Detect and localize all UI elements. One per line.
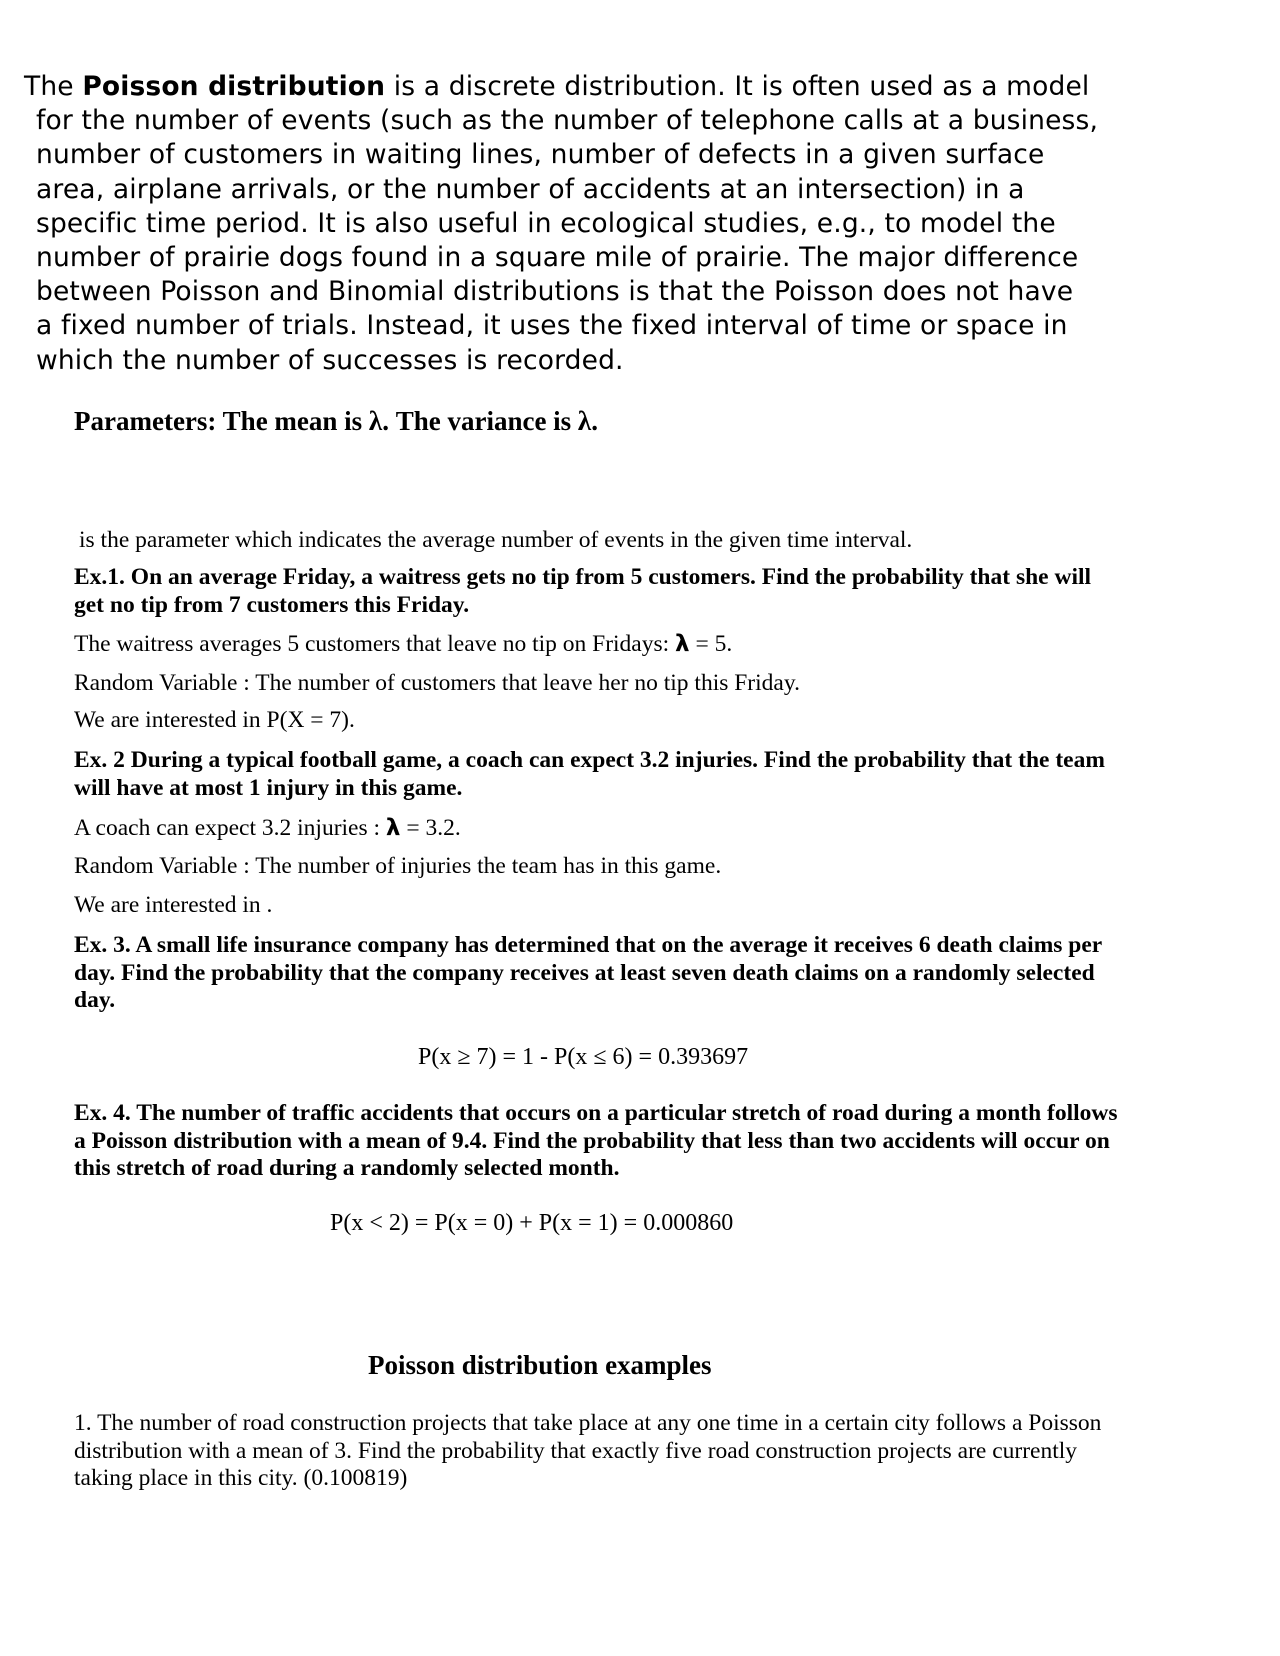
ex2-lambda-line: A coach can expect 3.2 injuries : λ = 3.2. <box>74 815 461 841</box>
intro-line: which the number of successes is recorded. <box>36 344 624 376</box>
ex2-interest: We are interested in . <box>74 892 273 918</box>
ex1-question: Ex.1. On an average Friday, a waitress gets no tip from 5 customers. Find the probability that she will get no tip from 7 customers this Friday. <box>74 564 1092 618</box>
ex2-question: Ex. 2 During a typical football game, a coach can expect 3.2 injuries. Find the probability that the team will have at most 1 injury in this game. <box>74 747 1105 801</box>
intro-line: number of prairie dogs found in a square mile of prairie. The major difference <box>36 242 1079 274</box>
examples-item-1: 1. The number of road construction projects that take place at any one time in a certain city follows a Poisson distribution with a mean of 3. Find the probability that exactly five road construction projects are currently taking place in this city. (0.100819) <box>74 1410 1102 1491</box>
intro-line: between Poisson and Binomial distributions is that the Poisson does not have <box>36 276 1074 308</box>
intro-line-1: The Poisson distribution is a discrete distribution. It is often used as a model <box>24 71 1090 102</box>
ex4-question: Ex. 4. The number of traffic accidents that occurs on a particular stretch of road during a month follows a Poisson distribution with a mean of 9.4. Find the probability that less than two accidents will occur on this stretch of road during a randomly selected month. <box>74 1100 1118 1181</box>
poisson-term: Poisson distribution <box>82 71 386 102</box>
ex1-random-variable: Random Variable : The number of customers that leave her no tip this Friday. <box>74 670 800 696</box>
ex3-formula: P(x ≥ 7) = 1 - P(x ≤ 6) = 0.393697 <box>418 1044 749 1070</box>
ex1-interest: We are interested in P(X = 7). <box>74 707 355 733</box>
intro-line: number of customers in waiting lines, number of defects in a given surface <box>36 139 1045 171</box>
parameters-text: : The mean is λ. The variance is λ. <box>207 406 598 436</box>
ex2-random-variable: Random Variable : The number of injuries the team has in this game. <box>74 853 722 879</box>
ex3-question: Ex. 3. A small life insurance company has determined that on the average it receives 6 death claims per day. Find the probability that the company receives at least seven death claims on a randomly selected day. <box>74 932 1103 1013</box>
intro-line: for the number of events (such as the number of telephone calls at a business, <box>36 105 1099 137</box>
examples-heading: Poisson distribution examples <box>368 1350 712 1380</box>
parameters-label: Parameters <box>74 406 208 436</box>
intro-line: a fixed number of trials. Instead, it uses the fixed interval of time or space in <box>36 310 1068 342</box>
ex4-formula: P(x < 2) = P(x = 0) + P(x = 1) = 0.000860 <box>330 1210 734 1236</box>
parameters-line <box>74 406 598 437</box>
intro-line: specific time period. It is also useful in ecological studies, e.g., to model the <box>36 207 1056 239</box>
lambda-symbol: λ <box>385 815 401 841</box>
intro-line: area, airplane arrivals, or the number of accidents at an intersection) in a <box>36 173 1025 205</box>
ex1-lambda-line: The waitress averages 5 customers that leave no tip on Fridays: λ = 5. <box>74 631 733 657</box>
lambda-symbol: λ <box>675 631 690 657</box>
lambda-note: is the parameter which indicates the average number of events in the given time interval. <box>79 527 913 553</box>
intro-paragraph <box>24 70 1244 378</box>
